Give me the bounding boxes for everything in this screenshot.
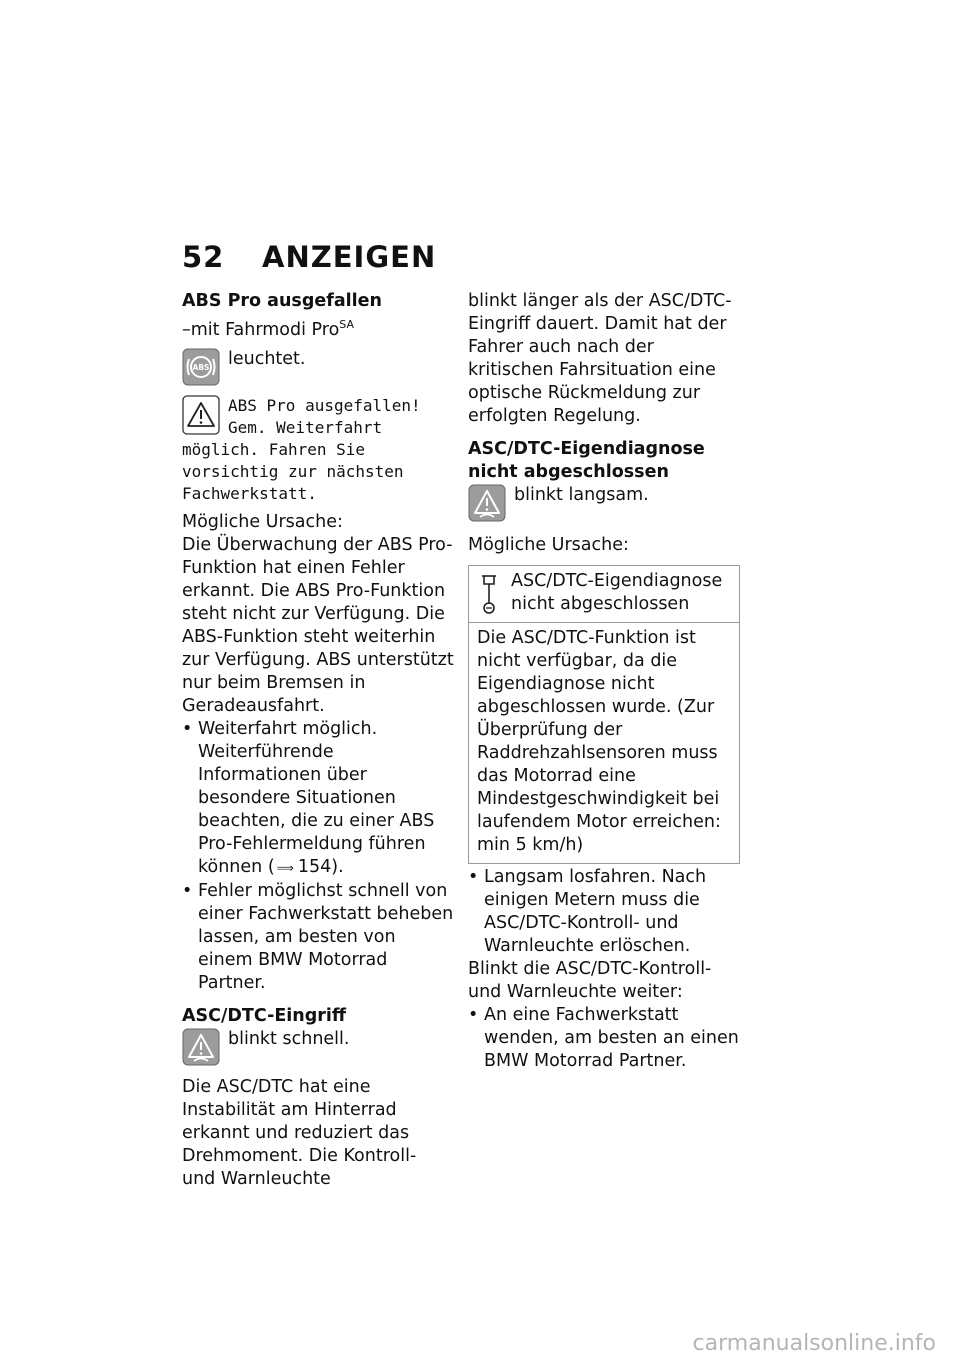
right-column (468, 290, 740, 1073)
abs-display-rest: möglich. Fahren Sie vorsichtig zur nächsten Fachwerkstatt. (182, 439, 404, 503)
diagnosis-heading: ASC/DTC-Eigendiagnose nicht abgeschlossen (468, 439, 705, 482)
page-number: 52 (182, 240, 225, 274)
asc-lamp-text: blinkt schnell. (228, 1028, 350, 1049)
warning-triangle-icon (182, 395, 220, 435)
abs-lamp-row (182, 348, 454, 386)
workshop-action-list (468, 1004, 740, 1073)
page-reference-link[interactable]: 154). (297, 856, 344, 877)
abs-cause-label: Mögliche Ursache: (182, 511, 343, 532)
cause-table-body: Die ASC/DTC-Funktion ist nicht verfügbar, da die Eigendiagnose nicht abgeschlossen wurde. (Zur Überprüfung der Raddrehzahlsensoren muss das Motorrad eine Mindestgeschwindigkeit bei laufendem Motor erreichen: min 5 km/h) (469, 622, 739, 863)
cause-table (468, 565, 740, 864)
abs-heading: ABS Pro ausgefallen (182, 291, 382, 311)
list-item: • Weiterfahrt möglich. Weiterführende Informationen über besondere Situationen beachten, die zu einer ABS Pro-Fehlermeldung führen können ( ⟹ 154). (182, 718, 454, 880)
asc-continuation-text: blinkt länger als der ASC/DTC-Eingriff dauert. Damit hat der Fahrer auch nach der kritischen Fahrsituation eine optische Rückmeldung zur erfolgten Regelung. (468, 291, 732, 426)
asc-lamp-row (182, 1028, 454, 1066)
reference-arrow-icon: ⟹ (276, 860, 294, 875)
diagnosis-action-list (468, 866, 740, 958)
cause-table-title: ASC/DTC-Eigendiagnose nicht abgeschlossen (511, 571, 723, 614)
watermark: carmanualsonline.info (692, 1331, 936, 1356)
asc-dtc-lamp-icon (468, 484, 506, 522)
abs-display-line-1: ABS Pro ausgefallen! (228, 395, 421, 415)
left-column (182, 290, 454, 1191)
abs-cause-text: Die Überwachung der ABS Pro-Funktion hat einen Fehler erkannt. Die ABS Pro-Funktion steht nicht zur Verfügung. Die ABS-Funktion steht weiterhin zur Verfügung. ABS unterstützt nur beim Bremsen in Geradeausfahrt. (182, 534, 454, 716)
asc-heading: ASC/DTC-Eingriff (182, 1005, 347, 1026)
sa-superscript: SA (339, 318, 355, 331)
abs-warning-lamp-icon (182, 348, 220, 386)
abs-action-list (182, 718, 454, 995)
list-item: • Fehler möglichst schnell von einer Fachwerkstatt beheben lassen, am besten von einem BMW Motorrad Partner. (182, 880, 454, 995)
abs-display-message (182, 395, 454, 505)
page-header (182, 240, 436, 274)
abs-subline: –mit Fahrmodi Pro$^{SA}$ (182, 318, 355, 340)
diagnosis-lamp-text: blinkt langsam. (514, 485, 649, 505)
diagnosis-lamp-row (468, 484, 740, 522)
wheel-speed-sensor-icon (477, 570, 501, 616)
abs-lamp-label: ABS (192, 362, 210, 372)
cause-table-header (469, 566, 739, 622)
list-item: • Langsam losfahren. Nach einigen Metern muss die ASC/DTC-Kontroll- und Warnleuchte erlöschen. (468, 866, 740, 958)
chapter-title: ANZEIGEN (262, 240, 437, 274)
persist-text: Blinkt die ASC/DTC-Kontroll- und Warnleuchte weiter: (468, 959, 712, 1002)
asc-dtc-lamp-icon (182, 1028, 220, 1066)
abs-lamp-text: leuchtet. (228, 348, 306, 369)
abs-display-line-2: Gem. Weiterfahrt (228, 417, 383, 437)
list-item: • An eine Fachwerkstatt wenden, am besten an einen BMW Motorrad Partner. (468, 1004, 740, 1073)
asc-text: Die ASC/DTC hat eine Instabilität am Hinterrad erkannt und reduziert das Drehmoment. Die Kontroll- und Warnleuchte (182, 1076, 417, 1189)
diagnosis-cause-label: Mögliche Ursache: (468, 535, 629, 555)
